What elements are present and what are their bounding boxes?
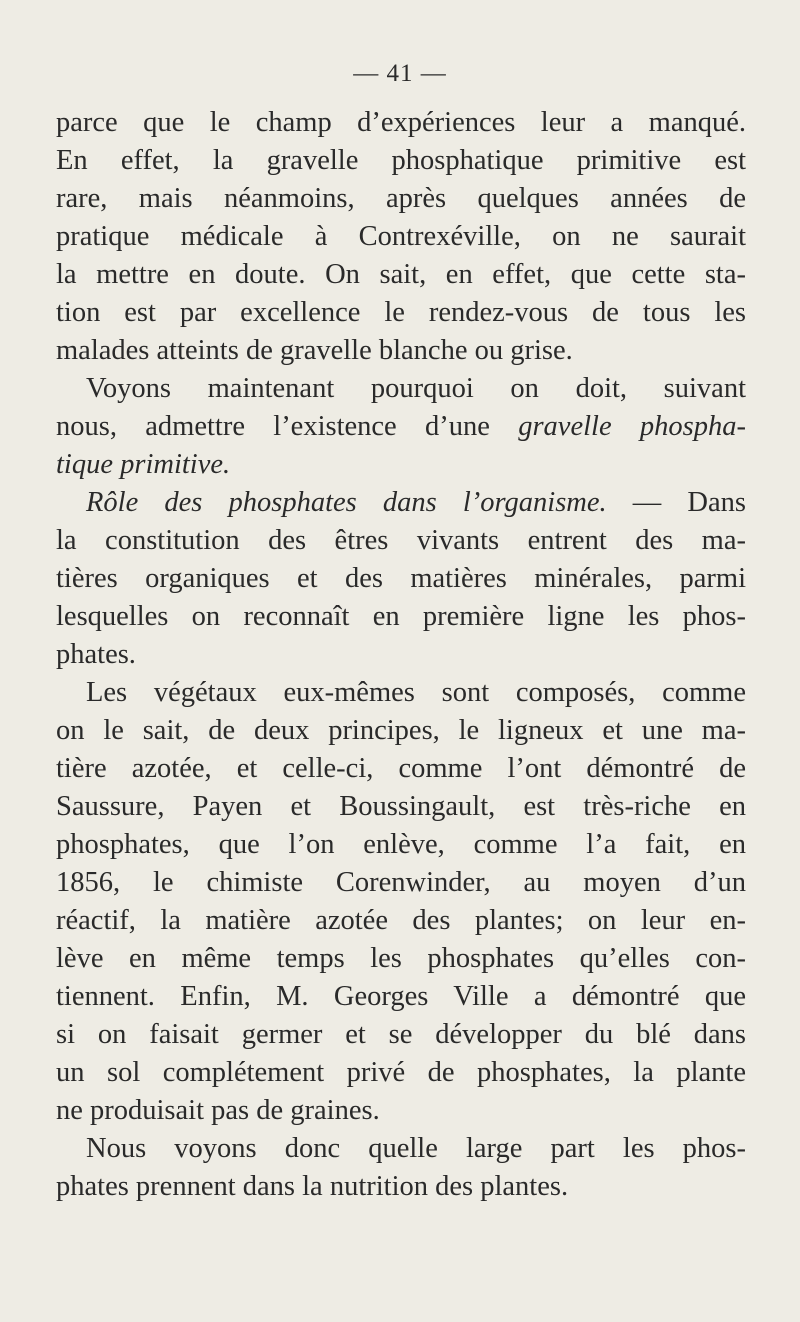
text-line: lesquelles on reconnaît en première ligne les phos- [56,601,746,632]
text-line: réactif, la matière azotée des plantes; on leur en- [56,905,746,936]
text-line: tion est par excellence le rendez-vous de tous les [56,297,746,328]
text-line [56,408,746,446]
text-line: rare, mais néanmoins, après quelques années de [56,183,746,214]
text-line: la constitution des êtres vivants entrent des ma- [56,525,746,556]
text-line: Nous voyons donc quelle large part les phos- [86,1133,746,1164]
text-line: la mettre en doute. On sait, en effet, que cette sta- [56,259,746,290]
text-line: tière azotée, et celle-ci, comme l’ont démontré de [56,753,746,784]
paragraph [56,1130,746,1206]
text-line: pratique médicale à Contrexéville, on ne saurait [56,221,746,252]
text-line: malades atteints de gravelle blanche ou grise. [56,335,573,366]
text-line: phosphates, que l’on enlève, comme l’a fait, en [56,829,746,860]
text-line: parce que le champ d’expériences leur a manqué. [56,107,746,138]
text-line: En effet, la gravelle phosphatique primitive est [56,145,746,176]
text-run: — Dans [606,487,746,518]
paragraph [56,674,746,1130]
text-line: tiennent. Enfin, M. Georges Ville a démontré que [56,981,746,1012]
italic-term: tique primitive. [56,449,231,480]
text-line: ne produisait pas de graines. [56,1095,380,1126]
paragraph [56,484,746,674]
text-run: nous, admettre l’existence d’une [56,411,519,442]
text-line: tières organiques et des matières minérales, parmi [56,563,746,594]
text-line: phates prennent dans la nutrition des plantes. [56,1171,569,1202]
text-line: Voyons maintenant pourquoi on doit, suivant [86,373,746,404]
text-line: Saussure, Payen et Boussingault, est très-riche en [56,791,746,822]
italic-term: gravelle phospha- [518,411,746,442]
text-line: Les végétaux eux-mêmes sont composés, comme [86,677,746,708]
paragraph [56,370,746,484]
text-line [56,484,746,522]
text-line: un sol complétement privé de phosphates, la plante [56,1057,746,1088]
text-line: si on faisait germer et se développer du blé dans [56,1019,746,1050]
text-line: 1856, le chimiste Corenwinder, au moyen d’un [56,867,746,898]
text-line: on le sait, de deux principes, le ligneux et une ma- [56,715,746,746]
text-line: lève en même temps les phosphates qu’elles con- [56,943,746,974]
section-heading: Rôle des phosphates dans l’organisme. [86,487,607,518]
body-text [56,104,746,1206]
paragraph [56,104,746,370]
text-line: phates. [56,639,136,670]
page-number: — 41 — [353,60,447,87]
